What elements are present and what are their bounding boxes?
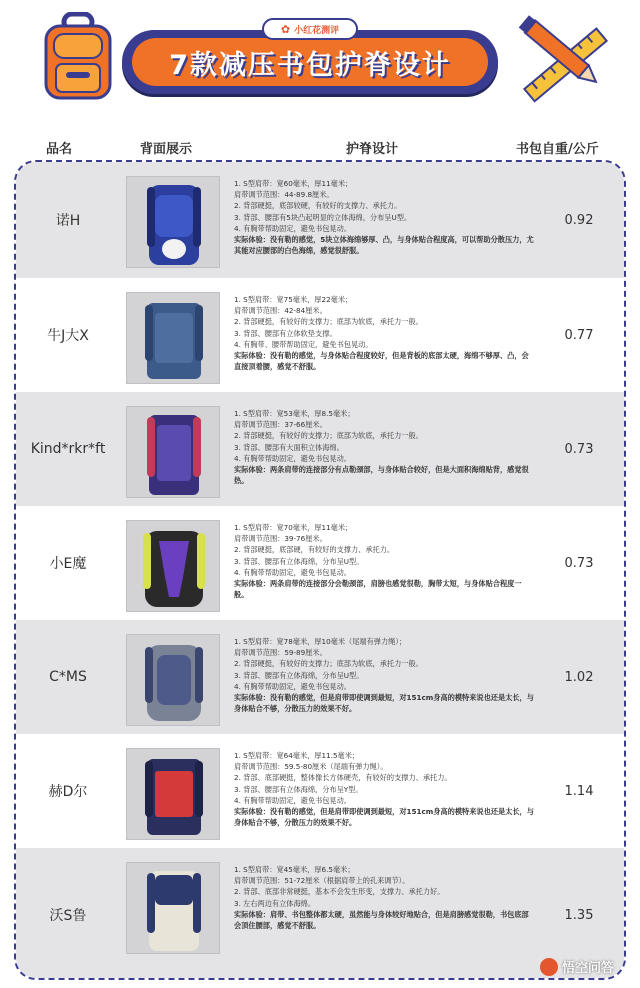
backpack-back-photo	[126, 634, 220, 726]
design-line: 3. 左右两边有立体海绵。	[234, 898, 316, 908]
brand-label: 小红花测评	[294, 25, 340, 36]
experience-text: 实际体验：没有勒的感觉，与身体贴合程度较好，但是背板的底部太硬，海绵不够厚、凸，会直接顶着腰，感觉不舒服。	[234, 351, 529, 372]
experience-text: 实际体验：没有勒的感觉，但是肩带即使调到最短，对151cm身高的模特来说也还是太长，与身体贴合不够，分散压力的效果不好。	[234, 807, 534, 828]
design-line: 4. 有胸带帮助固定，避免书包晃动。	[234, 567, 351, 577]
weight-value: 0.77	[564, 327, 594, 343]
product-name: 小E魔	[49, 556, 87, 572]
product-name: 牛J大X	[47, 328, 89, 344]
backpack-back-photo	[126, 748, 220, 840]
table-row	[16, 162, 624, 278]
product-name: C*MS	[49, 669, 87, 685]
design-description	[234, 864, 534, 931]
design-line: 肩带调节范围：51-72厘米（根据肩带上的孔来调节）。	[234, 876, 410, 886]
design-line: 1. S型肩带：宽53毫米，厚8.5毫米；	[234, 409, 355, 418]
design-line: 4. 有胸带帮助固定，避免书包晃动。	[234, 223, 351, 233]
weight-value: 0.92	[564, 212, 594, 228]
design-line: 3. 背部、腰部有立体海绵，分布呈U型。	[234, 556, 364, 566]
design-line: 肩带调节范围：59.5-80厘米（尾端有弹力绳）。	[234, 762, 388, 772]
design-description	[234, 408, 534, 486]
design-line: 3. 背部、腰部有大面积立体海绵。	[234, 442, 344, 452]
design-description	[234, 178, 534, 256]
column-header-name: 品名	[46, 142, 73, 157]
backpack-back-photo	[126, 176, 220, 268]
product-name: 沃S鲁	[49, 908, 87, 924]
table-row	[16, 848, 624, 980]
weight-value: 1.35	[564, 907, 594, 923]
design-line: 4. 有胸带帮助固定，避免书包晃动。	[234, 681, 351, 691]
column-header-weight: 书包自重/公斤	[516, 142, 599, 157]
title-inner	[132, 38, 488, 86]
design-line: 1. S型肩带：宽45毫米，厚6.5毫米；	[234, 865, 355, 874]
experience-text: 实际体验：肩带、书包整体都太硬，虽然能与身体较好地贴合，但是肩膀感觉很勒，书包底部会顶住腰部，感觉不舒服。	[234, 909, 529, 931]
design-description	[234, 522, 534, 600]
design-line: 2. 背部硬挺，底部较硬，有较好的支撑力、承托力。	[234, 201, 402, 211]
backpack-back-photo	[126, 862, 220, 954]
design-line: 肩带调节范围：39-76厘米。	[234, 534, 327, 544]
table-row	[16, 734, 624, 848]
weight-value: 1.14	[564, 783, 594, 799]
table-row	[16, 392, 624, 506]
design-line: 肩带调节范围：42-84厘米。	[234, 306, 327, 316]
table-row	[16, 620, 624, 734]
experience-text: 实际体验：两条肩带的连接部分会勒颈部，肩膀也感觉很勒，胸带太短，与身体贴合程度一般。	[234, 579, 522, 600]
brand-badge	[262, 18, 358, 40]
design-line: 4. 有胸带帮助固定，避免书包晃动。	[234, 795, 351, 805]
design-line: 2. 背部硬挺，有较好的支撑力；底部为软底，承托力一般。	[234, 317, 423, 327]
design-description	[234, 636, 534, 714]
design-line: 2. 背部、底部非常硬挺，基本不会发生形变，支撑力、承托力好。	[234, 887, 445, 897]
backpack-icon	[40, 12, 116, 102]
backpack-back-photo	[126, 520, 220, 612]
backpack-back-photo	[126, 406, 220, 498]
experience-text: 实际体验：两条肩带的连接部分有点勒颈部，与身体贴合较好，但是大面积海绵贴背，感觉很热。	[234, 465, 529, 486]
weight-value: 1.02	[564, 669, 594, 685]
design-line: 肩带调节范围：59-89厘米。	[234, 648, 327, 658]
design-line: 3. 背部、腰部有立体软垫支撑。	[234, 328, 337, 338]
table-row	[16, 278, 624, 392]
pencil-ruler-icon	[510, 8, 610, 104]
product-name: Kind*rkr*ft	[30, 441, 106, 457]
weight-value: 0.73	[564, 555, 594, 571]
design-line: 3. 背部、腰部有5块凸起明显的立体海绵，分布呈U型。	[234, 212, 412, 222]
design-description	[234, 750, 534, 828]
design-line: 3. 背部、腰部有立体海绵，分布呈Y型。	[234, 784, 363, 794]
design-line: 2. 背部硬挺，有较好的支撑力；底部为软底，承托力一般。	[234, 659, 423, 669]
table-row	[16, 506, 624, 620]
flower-icon: ✿	[280, 22, 291, 36]
design-line: 肩带调节范围：37-66厘米。	[234, 420, 327, 430]
design-line: 2. 背部、底部硬挺，整体像长方体硬壳，有较好的支撑力、承托力。	[234, 773, 452, 783]
product-name: 诺H	[55, 213, 81, 229]
wukong-logo-icon	[540, 958, 558, 976]
design-line: 3. 背部、腰部有立体海绵，分布呈U型。	[234, 670, 364, 680]
design-line: 4. 有胸带、腰带帮助固定，避免书包晃动。	[234, 339, 373, 349]
design-line: 2. 背部硬挺，底部硬，有较好的支撑力、承托力。	[234, 545, 395, 555]
product-name: 赫D尔	[48, 784, 88, 800]
design-line: 1. S型肩带：宽75毫米，厚22毫米；	[234, 295, 353, 304]
backpack-back-photo	[126, 292, 220, 384]
experience-text: 实际体验：没有勒的感觉，5块立体海绵够厚、凸，与身体贴合程度高，可以帮助分散压力，尤其能对应腰部的白色海绵，感觉很舒服。	[234, 235, 534, 256]
design-line: 4. 有胸带帮助固定，避免书包晃动。	[234, 453, 351, 463]
page-title: 7款减压书包护脊设计	[169, 49, 451, 81]
watermark-text: 悟空问答	[561, 961, 614, 976]
header	[0, 0, 640, 118]
design-description	[234, 294, 534, 372]
design-line: 2. 背部硬挺，有较好的支撑力；底部为软底，承托力一般。	[234, 431, 423, 441]
watermark	[540, 957, 614, 976]
design-line: 1. S型肩带：宽64毫米，厚11.5毫米；	[234, 751, 360, 760]
design-line: 1. S型肩带：宽60毫米，厚11毫米；	[234, 179, 353, 188]
design-line: 1. S型肩带：宽78毫米，厚10毫米（尾端有弹力绳）；	[234, 637, 407, 646]
column-header-back: 背面展示	[140, 142, 193, 157]
column-header-design: 护脊设计	[346, 142, 399, 157]
weight-value: 0.73	[564, 441, 594, 457]
design-line: 1. S型肩带：宽70毫米，厚11毫米；	[234, 523, 353, 532]
experience-text: 实际体验：没有勒的感觉，但是肩带即使调到最短，对151cm身高的模特来说也还是太长，与身体贴合不够，分散压力的效果不好。	[234, 693, 534, 714]
design-line: 肩带调节范围：44-89.8厘米。	[234, 190, 334, 200]
comparison-table	[14, 160, 626, 980]
